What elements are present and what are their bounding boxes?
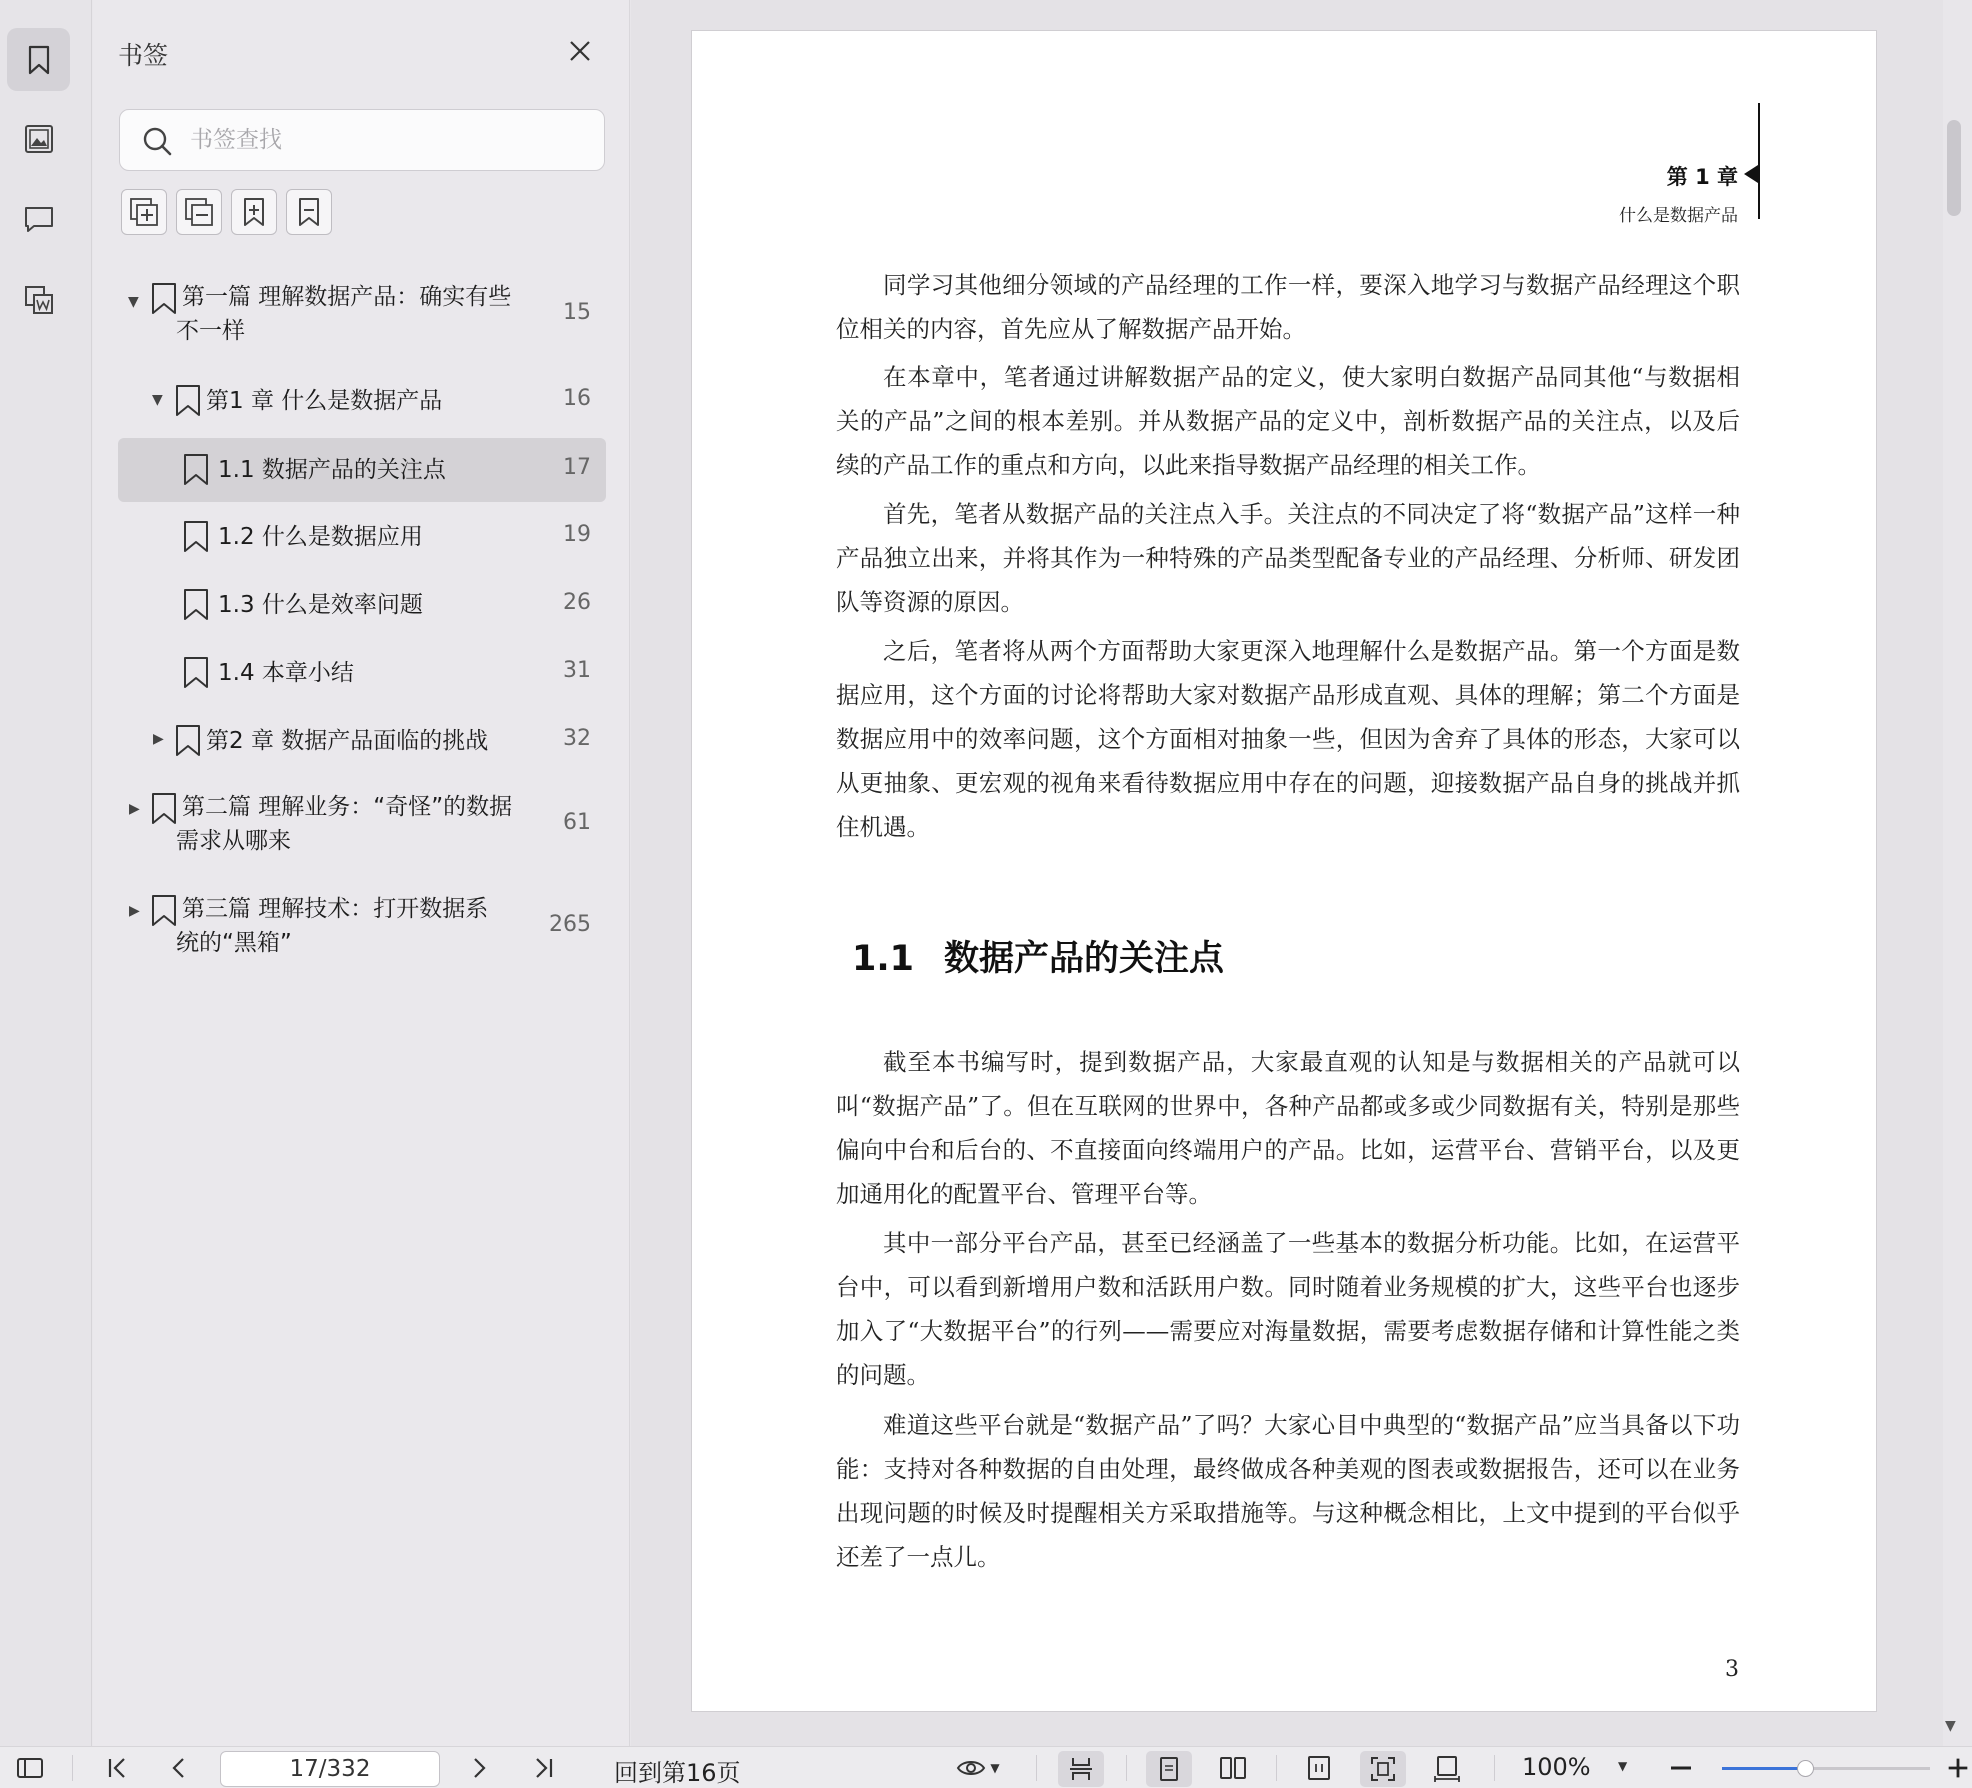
document-viewport[interactable] [631, 0, 1943, 1746]
document-page [691, 30, 1877, 1712]
zoom-level[interactable]: 100% [1522, 1753, 1591, 1781]
separator [1036, 1755, 1037, 1781]
bookmark-icon [182, 520, 210, 554]
bookmark-icon [174, 384, 202, 418]
chevron-right-icon [464, 1753, 494, 1783]
bookmark-item-part2[interactable] [118, 786, 606, 866]
bookmark-label: 不一样 [176, 318, 245, 344]
bookmark-panel [93, 0, 630, 1746]
collapse-all-button[interactable] [176, 189, 222, 235]
chevron-down-icon: ▼ [990, 1761, 1000, 1775]
plus-icon [1944, 1753, 1972, 1783]
running-title: 什么是数据产品 [1619, 206, 1738, 226]
zoom-slider-knob[interactable] [1797, 1760, 1814, 1777]
vertical-scrollbar[interactable] [1943, 0, 1972, 1746]
single-page-button[interactable] [1146, 1751, 1192, 1787]
bookmark-label: 第1 章 什么是数据产品 [206, 388, 443, 414]
thumbnail-panel-button[interactable] [7, 107, 70, 170]
sidebar-rail [0, 0, 92, 1746]
last-page-icon [529, 1753, 559, 1783]
bookmark-icon [150, 792, 178, 826]
bookmark-item-1-2[interactable] [118, 513, 606, 561]
bookmark-page: 17 [563, 455, 591, 480]
attachment-panel-button[interactable] [7, 268, 70, 331]
bookmark-icon [182, 656, 210, 690]
bookmark-label: 1.4 本章小结 [218, 660, 354, 686]
fit-width-button[interactable] [1424, 1747, 1470, 1788]
bookmark-icon [22, 43, 56, 77]
first-page-icon [102, 1753, 132, 1783]
section-title: 数据产品的关注点 [944, 939, 1225, 979]
paragraph: 难道这些平台就是“数据产品”了吗？大家心目中典型的“数据产品”应当具备以下功能：支持对各种数据的自由处理，最终做成各种美观的图表或数据报告，还可以在业务出现问题的时候及时提醒相关方采取措施等。与这种概念相比，上文中提到的平台似乎还差了一点儿。 [836, 1411, 1740, 1571]
bookmark-label: 第二篇 理解业务：“奇怪”的数据 [182, 794, 513, 820]
zoom-dropdown-icon[interactable]: ▼ [1618, 1759, 1628, 1773]
continuous-scroll-button[interactable] [1058, 1751, 1104, 1787]
remove-bookmark-icon [292, 195, 326, 229]
bookmark-icon [150, 282, 178, 316]
bookmark-search-input[interactable] [190, 120, 590, 160]
bookmark-page: 19 [563, 522, 591, 547]
continuous-scroll-icon [1066, 1754, 1096, 1784]
zoom-out-button[interactable] [1664, 1747, 1698, 1788]
paragraph: 截至本书编写时，提到数据产品，大家最直观的认知是与数据相关的产品就可以叫“数据产品”了。但在互联网的世界中，各种产品都或多或少同数据有关，特别是那些偏向中台和后台的、不直接面向终端用户的产品。比如，运营平台、营销平台，以及更加通用化的配置平台、管理平台等。 [836, 1048, 1740, 1208]
remove-bookmark-button[interactable] [286, 189, 332, 235]
running-header-rule [1758, 103, 1760, 219]
collapsed-triangle-icon[interactable]: ▶ [129, 903, 140, 919]
bookmark-item-part1[interactable] [118, 276, 606, 356]
section-number: 1.1 [852, 939, 915, 979]
expand-all-icon [127, 195, 161, 229]
paragraph: 在本章中，笔者通过讲解数据产品的定义，使大家明白数据产品同其他“与数据相关的产品”之间的根本差别。并从数据产品的定义中，剖析数据产品的关注点，以及后续的产品工作的重点和方向，以此来指导数据产品经理的相关工作。 [836, 363, 1740, 479]
thumbnail-icon [22, 122, 56, 156]
expand-all-button[interactable] [121, 189, 167, 235]
add-bookmark-button[interactable] [231, 189, 277, 235]
bookmark-icon [174, 724, 202, 758]
status-bar [0, 1746, 1972, 1788]
separator [72, 1755, 73, 1781]
add-bookmark-icon [237, 195, 271, 229]
running-header-marker [1744, 165, 1758, 183]
bookmark-label: 第一篇 理解数据产品：确实有些 [182, 284, 512, 310]
bookmark-item-chapter1[interactable] [118, 378, 606, 426]
bookmark-item-1-1[interactable] [118, 438, 606, 502]
collapsed-triangle-icon[interactable]: ▶ [129, 801, 140, 817]
actual-size-button[interactable] [1296, 1747, 1342, 1788]
bookmark-search [119, 109, 605, 171]
back-to-page-link[interactable]: 回到第16页 [614, 1759, 741, 1787]
collapse-all-icon [182, 195, 216, 229]
bookmark-label: 1.3 什么是效率问题 [218, 592, 423, 618]
attachment-icon [22, 283, 56, 317]
single-page-icon [1154, 1754, 1184, 1784]
separator [1276, 1755, 1277, 1781]
bookmark-label: 需求从哪来 [176, 828, 291, 854]
bookmark-label: 1.2 什么是数据应用 [218, 524, 423, 550]
double-page-button[interactable] [1210, 1747, 1256, 1788]
next-page-button[interactable] [462, 1747, 496, 1788]
separator [1494, 1755, 1495, 1781]
toggle-sidebar-button[interactable] [12, 1747, 48, 1788]
running-header [1619, 161, 1738, 226]
section-heading [852, 931, 1224, 981]
panel-title: 书签 [118, 41, 169, 70]
search-icon [140, 124, 174, 158]
actual-size-icon [1304, 1753, 1334, 1783]
bookmark-icon [182, 588, 210, 622]
double-page-icon [1218, 1753, 1248, 1783]
bookmark-page: 15 [563, 300, 591, 325]
bookmark-item-1-4[interactable] [118, 649, 606, 697]
bookmark-item-1-3[interactable] [118, 581, 606, 629]
bookmark-icon [150, 894, 178, 928]
bookmark-item-chapter2[interactable] [118, 717, 606, 765]
page-number-input[interactable] [220, 1751, 440, 1787]
fit-width-icon [1432, 1753, 1462, 1783]
fit-page-button[interactable] [1360, 1751, 1406, 1787]
bookmark-label: 第三篇 理解技术：打开数据系 [182, 896, 489, 922]
paragraph: 其中一部分平台产品，甚至已经涵盖了一些基本的数据分析功能。比如，在运营平台中，可以看到新增用户数和活跃用户数。同时随着业务规模的扩大，这些平台也逐步加入了“大数据平台”的行列——需要应对海量数据，需要考虑数据存储和计算性能之类的问题。 [836, 1229, 1740, 1389]
chevron-left-icon [164, 1753, 194, 1783]
minus-icon [1666, 1753, 1696, 1783]
paragraph: 同学习其他细分领域的产品经理的工作一样，要深入地学习与数据产品经理这个职位相关的内容，首先应从了解数据产品开始。 [836, 271, 1740, 343]
collapsed-triangle-icon[interactable]: ▶ [153, 731, 164, 747]
bookmark-page: 31 [563, 658, 591, 683]
bookmark-label: 统的“黑箱” [176, 930, 292, 956]
bookmark-page: 61 [563, 810, 591, 835]
expanded-triangle-icon[interactable]: ▼ [152, 392, 163, 408]
separator [1126, 1755, 1127, 1781]
bookmark-item-part3[interactable] [118, 888, 606, 968]
last-page-button[interactable] [527, 1747, 561, 1788]
view-mode-dropdown[interactable] [948, 1747, 1008, 1788]
close-panel-button[interactable] [565, 36, 595, 66]
sidebar-toggle-icon [15, 1753, 45, 1783]
bookmark-page: 32 [563, 726, 591, 751]
eye-icon [956, 1753, 986, 1783]
bookmark-page: 26 [563, 590, 591, 615]
bookmark-label: 1.1 数据产品的关注点 [218, 457, 446, 483]
running-chapter: 第 1 章 [1666, 165, 1738, 189]
bookmark-page: 16 [563, 386, 591, 411]
bookmark-page: 265 [549, 912, 591, 937]
expanded-triangle-icon[interactable]: ▼ [128, 294, 139, 310]
comment-icon [22, 202, 56, 236]
scrollbar-thumb[interactable] [1947, 120, 1961, 216]
paragraph: 之后，笔者将从两个方面帮助大家更深入地理解什么是数据产品。第一个方面是数据应用，这个方面的讨论将帮助大家对数据产品形成直观、具体的理解；第二个方面是数据应用中的效率问题，这个方面相对抽象一些，但因为舍弃了具体的形态，大家可以从更抽象、更宏观的视角来看待数据应用中存在的问题，迎接数据产品自身的挑战并抓住机遇。 [836, 637, 1740, 841]
bookmark-panel-button[interactable] [7, 28, 70, 91]
bookmark-icon [182, 453, 210, 487]
fit-page-icon [1368, 1754, 1398, 1784]
scroll-down-arrow-icon[interactable]: ▼ [1945, 1718, 1956, 1734]
close-icon [565, 36, 595, 66]
zoom-in-button[interactable] [1944, 1747, 1972, 1788]
comment-panel-button[interactable] [7, 187, 70, 250]
page-number: 3 [1725, 1657, 1739, 1682]
previous-page-button[interactable] [162, 1747, 196, 1788]
bookmark-label: 第2 章 数据产品面临的挑战 [206, 728, 489, 754]
first-page-button[interactable] [100, 1747, 134, 1788]
paragraph: 首先，笔者从数据产品的关注点入手。关注点的不同决定了将“数据产品”这样一种产品独立出来，并将其作为一种特殊的产品类型配备专业的产品经理、分析师、研发团队等资源的原因。 [836, 500, 1740, 616]
zoom-slider-fill [1722, 1767, 1805, 1770]
